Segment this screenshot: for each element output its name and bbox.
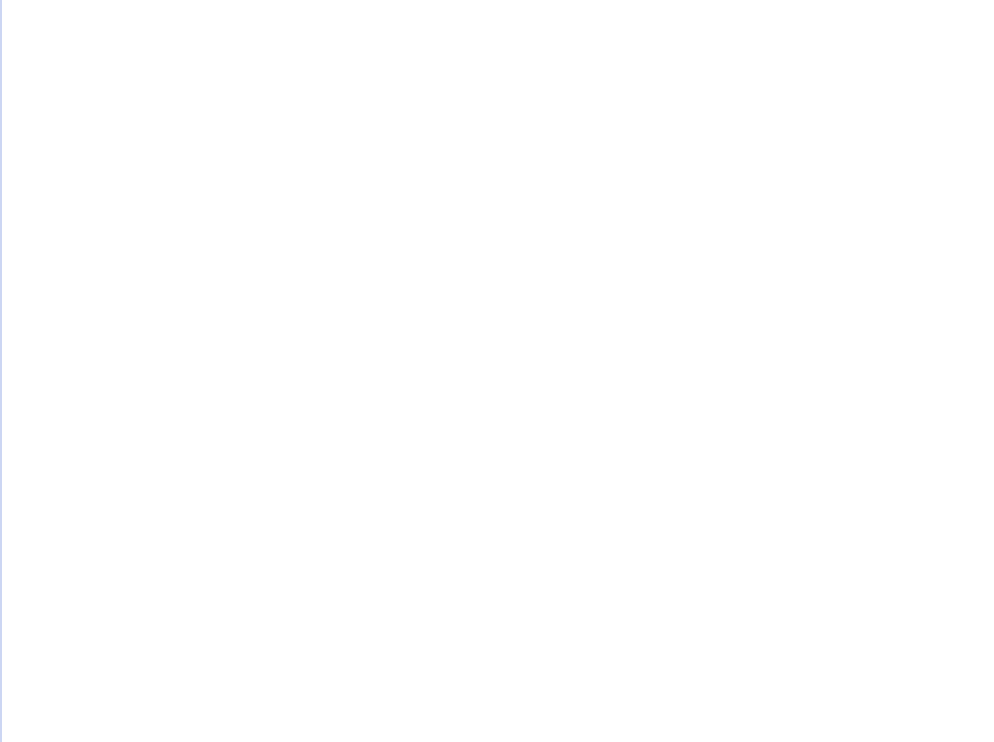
table-outer-edge bbox=[0, 0, 2, 742]
